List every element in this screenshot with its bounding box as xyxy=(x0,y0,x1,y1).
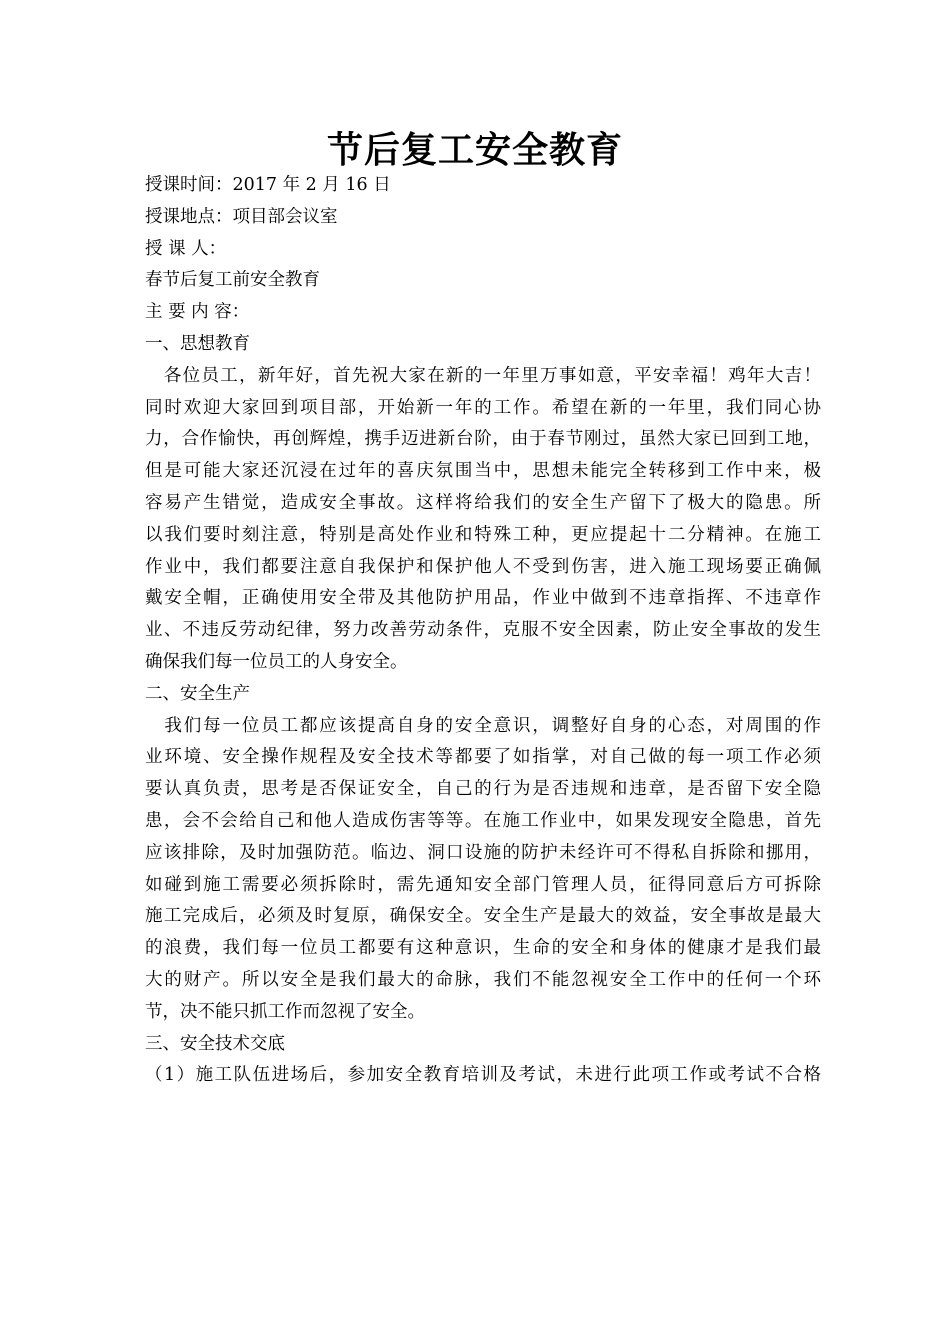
paragraph-line: 同时欢迎大家回到项目部，开始新一年的工作。希望在新的一年里，我们同心协 xyxy=(145,397,821,418)
paragraph-line: 力，合作愉快，再创辉煌，携手迈进新台阶，由于春节刚过，虽然大家已回到工地， xyxy=(145,429,821,450)
document-title: 节后复工安全教育 xyxy=(326,129,623,171)
paragraph-line: 但是可能大家还沉浸在过年的喜庆氛围当中，思想未能完全转移到工作中来，极 xyxy=(145,461,821,482)
lesson-teacher: 授 课 人： xyxy=(145,238,227,259)
main-content-label: 主 要 内 容： xyxy=(145,302,250,323)
section-heading-technical-briefing: 三、安全技术交底 xyxy=(145,1033,285,1054)
paragraph-line: 我们每一位员工都应该提高自身的安全意识，调整好自身的心态，对周围的作 xyxy=(145,715,821,736)
paragraph-line: 戴安全帽，正确使用安全带及其他防护用品，作业中做到不违章指挥、不违章作 xyxy=(145,588,821,609)
paragraph-line: 要认真负责，思考是否保证安全，自己的行为是否违规和违章，是否留下安全隐 xyxy=(145,779,821,800)
paragraph-line: 大的财产。所以安全是我们最大的命脉，我们不能忽视安全工作中的任何一个环 xyxy=(145,969,821,990)
lesson-place: 授课地点：项目部会议室 xyxy=(145,206,338,227)
lesson-topic: 春节后复工前安全教育 xyxy=(145,270,320,291)
paragraph-line: 应该排除，及时加强防范。临边、洞口设施的防护未经许可不得私自拆除和挪用， xyxy=(145,842,821,863)
paragraph-line: 容易产生错觉，造成安全事故。这样将给我们的安全生产留下了极大的隐患。所 xyxy=(145,492,821,513)
document-body xyxy=(145,170,821,1092)
paragraph-line: 以我们要时刻注意，特别是高处作业和特殊工种，更应提起十二分精神。在施工 xyxy=(145,524,821,545)
paragraph-line: 节，决不能只抓工作而忽视了安全。 xyxy=(145,1001,425,1022)
section-heading-safety-production: 二、安全生产 xyxy=(145,683,250,704)
paragraph-line: 如碰到施工需要必须拆除时，需先通知安全部门管理人员，征得同意后方可拆除 xyxy=(145,874,821,895)
paragraph-line: 作业中，我们都要注意自我保护和保护他人不受到伤害，进入施工现场要正确佩 xyxy=(145,556,821,577)
paragraph-line: 患，会不会给自己和他人造成伤害等等。在施工作业中，如果发现安全隐患，首先 xyxy=(145,810,821,831)
lesson-time: 授课时间：2017 年 2 月 16 日 xyxy=(145,175,391,195)
paragraph-line: 业、不违反劳动纪律，努力改善劳动条件，克服不安全因素，防止安全事故的发生 xyxy=(145,620,821,641)
paragraph-line: 各位员工，新年好，首先祝大家在新的一年里万事如意，平安幸福！鸡年大吉！ xyxy=(145,365,821,386)
paragraph-line: 施工完成后，必须及时复原，确保安全。安全生产是最大的效益，安全事故是最大 xyxy=(145,906,821,927)
paragraph-line: 的浪费，我们每一位员工都要有这种意识，生命的安全和身体的健康才是我们最 xyxy=(145,938,821,959)
paragraph-line: 确保我们每一位员工的人身安全。 xyxy=(145,651,408,672)
paragraph-line: 业环境、安全操作规程及安全技术等都要了如指掌，对自己做的每一项工作必须 xyxy=(145,747,821,768)
section-heading-ideology: 一、思想教育 xyxy=(145,333,250,354)
paragraph-line: （1）施工队伍进场后，参加安全教育培训及考试，未进行此项工作或考试不合格 xyxy=(145,1065,821,1086)
